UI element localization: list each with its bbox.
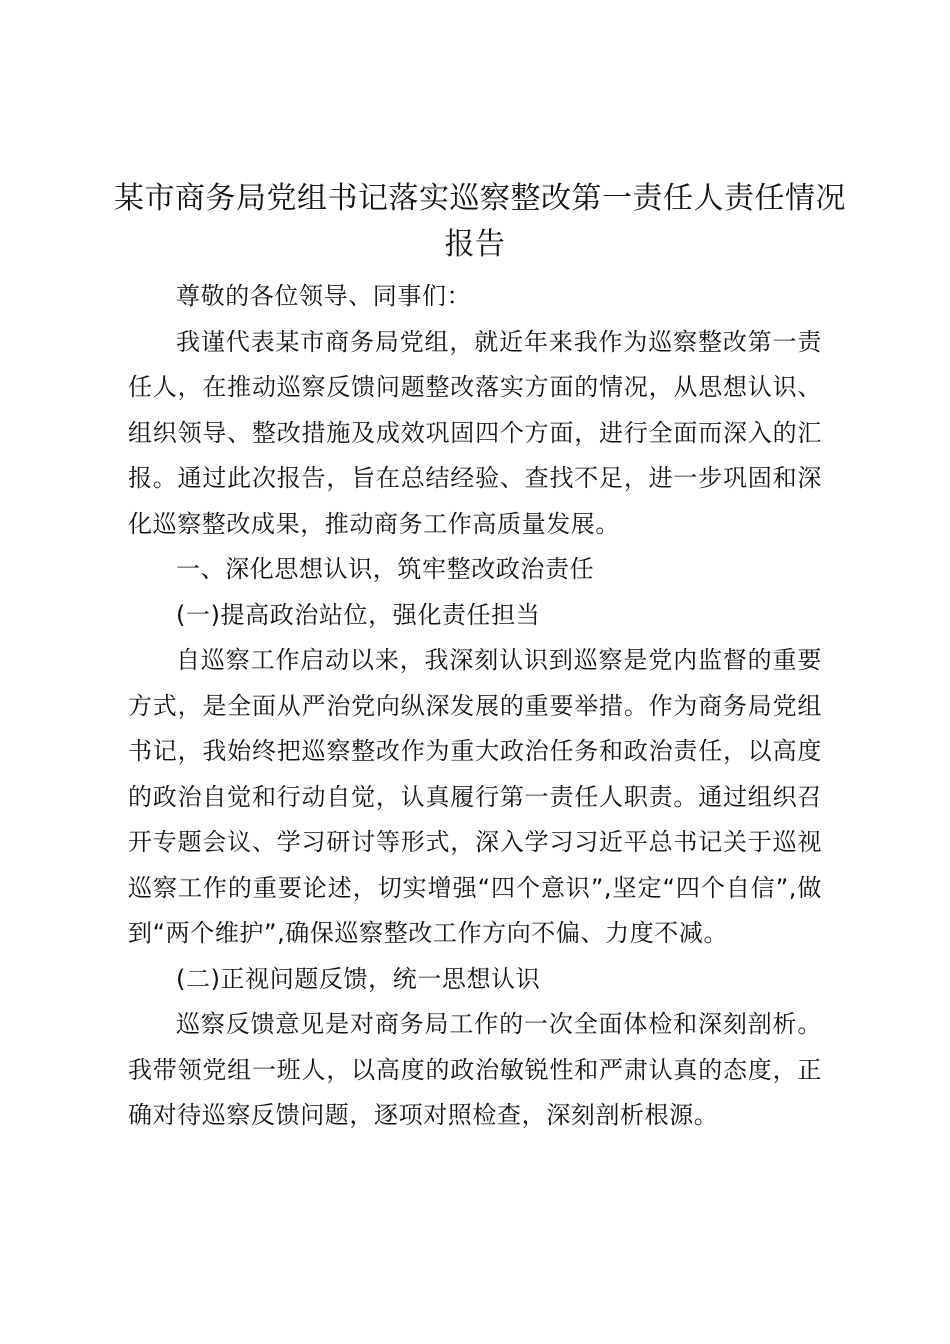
section-1-heading: 一、深化思想认识，筑牢整改政治责任 <box>176 555 595 583</box>
subsection-1-body: 自巡察工作启动以来，我深刻认识到巡察是党内监督的重要方式，是全面从严治党向纵深发展的重要举措。作为商务局党组书记，我始终把巡察整改作为重大政治任务和政治责任，以高度的政治自觉和行动自觉，认真履行第一责任人职责。通过组织召开专题会议、学习研讨等形式，深入学习习近平总书记关于巡视巡察工作的重要论述，切实增强“四个意识”,坚定“四个自信”,做到“两个维护”,确保巡察整改工作方向不偏、力度不减。 <box>128 646 822 947</box>
title-line-1: 某市商务局党组书记落实巡察整改第一责任人责任情况 <box>114 181 846 216</box>
document-title <box>114 176 846 268</box>
subsection-2-body: 巡察反馈意见是对商务局工作的一次全面体检和深刻剖析。我带领党组一班人，以高度的政治敏锐性和严肃认真的态度，正确对待巡察反馈问题，逐项对照检查，深刻剖析根源。 <box>128 1010 822 1129</box>
salutation: 尊敬的各位领导、同事们： <box>176 282 472 310</box>
document-page <box>114 176 846 1139</box>
intro-paragraph: 我谨代表某市商务局党组，就近年来我作为巡察整改第一责任人，在推动巡察反馈问题整改落实方面的情况，从思想认识、组织领导、整改措施及成效巩固四个方面，进行全面而深入的汇报。通过此次报告，旨在总结经验、查找不足，进一步巩固和深化巡察整改成果，推动商务工作高质量发展。 <box>128 327 822 538</box>
subsection-1-heading: (一)提高政治站位，强化责任担当 <box>176 600 541 629</box>
subsection-2-heading: (二)正视问题反馈，统一思想认识 <box>176 964 541 993</box>
title-line-2: 报告 <box>444 227 506 262</box>
